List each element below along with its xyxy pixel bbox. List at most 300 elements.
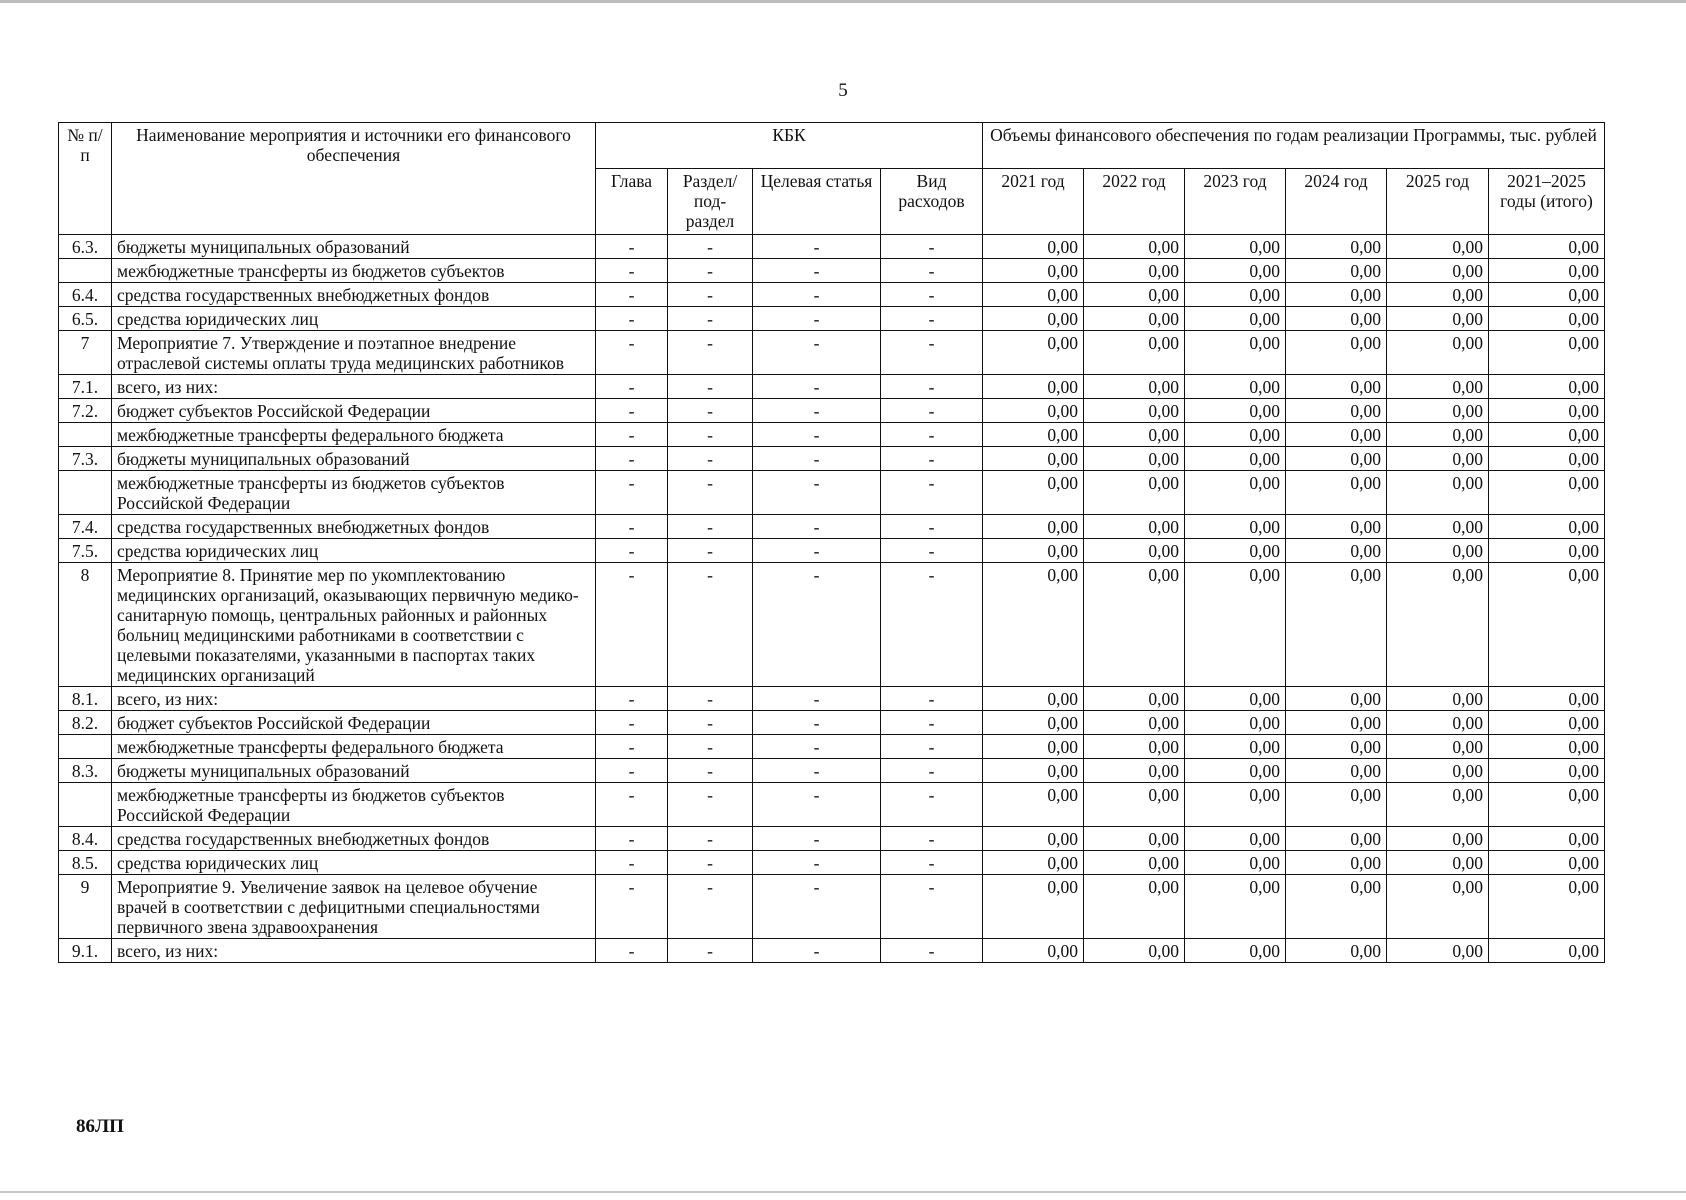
value-cell: 0,00 [1286, 375, 1387, 399]
row-number [59, 423, 112, 447]
kbk-cell: - [881, 423, 983, 447]
kbk-cell: - [881, 939, 983, 963]
row-number: 8.1. [59, 687, 112, 711]
kbk-cell: - [753, 515, 881, 539]
table-row [59, 259, 1605, 283]
value-cell: 0,00 [1084, 735, 1185, 759]
value-cell: 0,00 [983, 687, 1084, 711]
value-cell: 0,00 [1286, 711, 1387, 735]
value-cell: 0,00 [1286, 735, 1387, 759]
value-cell: 0,00 [983, 471, 1084, 515]
kbk-cell: - [596, 939, 668, 963]
table-row [59, 875, 1605, 939]
value-cell: 0,00 [1387, 307, 1489, 331]
kbk-cell: - [881, 375, 983, 399]
value-cell: 0,00 [1489, 939, 1605, 963]
value-cell: 0,00 [1185, 515, 1286, 539]
row-number [59, 735, 112, 759]
value-cell: 0,00 [983, 307, 1084, 331]
row-name: межбюджетные трансферты федерального бюджета [112, 423, 596, 447]
value-cell: 0,00 [1387, 423, 1489, 447]
table-row [59, 399, 1605, 423]
table-row [59, 235, 1605, 259]
value-cell: 0,00 [1286, 447, 1387, 471]
kbk-cell: - [668, 283, 753, 307]
kbk-cell: - [668, 687, 753, 711]
value-cell: 0,00 [1489, 875, 1605, 939]
header-kbk-statya: Целевая статья [753, 169, 881, 235]
value-cell: 0,00 [1185, 687, 1286, 711]
value-cell: 0,00 [1286, 471, 1387, 515]
kbk-cell: - [596, 235, 668, 259]
row-name: средства юридических лиц [112, 539, 596, 563]
value-cell: 0,00 [1084, 827, 1185, 851]
kbk-cell: - [753, 539, 881, 563]
row-name: бюджет субъектов Российской Федерации [112, 399, 596, 423]
kbk-cell: - [881, 711, 983, 735]
table-row [59, 331, 1605, 375]
row-number: 6.3. [59, 235, 112, 259]
row-number [59, 471, 112, 515]
row-name: межбюджетные трансферты из бюджетов субъектов Российской Федерации [112, 783, 596, 827]
kbk-cell: - [753, 759, 881, 783]
value-cell: 0,00 [1489, 515, 1605, 539]
kbk-cell: - [596, 735, 668, 759]
kbk-cell: - [668, 759, 753, 783]
kbk-cell: - [596, 307, 668, 331]
value-cell: 0,00 [1084, 259, 1185, 283]
kbk-cell: - [596, 471, 668, 515]
row-number: 9 [59, 875, 112, 939]
value-cell: 0,00 [1387, 471, 1489, 515]
kbk-cell: - [596, 423, 668, 447]
value-cell: 0,00 [1185, 563, 1286, 687]
value-cell: 0,00 [1286, 399, 1387, 423]
kbk-cell: - [881, 447, 983, 471]
kbk-cell: - [753, 259, 881, 283]
value-cell: 0,00 [1387, 759, 1489, 783]
financing-table [58, 122, 1605, 963]
table-row [59, 423, 1605, 447]
value-cell: 0,00 [1387, 735, 1489, 759]
value-cell: 0,00 [1185, 235, 1286, 259]
header-name: Наименование мероприятия и источники его финансового обеспечения [112, 123, 596, 235]
kbk-cell: - [596, 851, 668, 875]
value-cell: 0,00 [1489, 563, 1605, 687]
value-cell: 0,00 [1286, 539, 1387, 563]
row-number: 8.5. [59, 851, 112, 875]
row-number: 8.2. [59, 711, 112, 735]
value-cell: 0,00 [983, 851, 1084, 875]
value-cell: 0,00 [983, 539, 1084, 563]
value-cell: 0,00 [1185, 307, 1286, 331]
value-cell: 0,00 [1185, 759, 1286, 783]
kbk-cell: - [881, 563, 983, 687]
value-cell: 0,00 [983, 331, 1084, 375]
value-cell: 0,00 [983, 711, 1084, 735]
kbk-cell: - [881, 331, 983, 375]
kbk-cell: - [881, 851, 983, 875]
kbk-cell: - [668, 783, 753, 827]
kbk-cell: - [668, 735, 753, 759]
table-row [59, 759, 1605, 783]
kbk-cell: - [596, 539, 668, 563]
kbk-cell: - [668, 563, 753, 687]
header-year-2024: 2024 год [1286, 169, 1387, 235]
value-cell: 0,00 [1286, 235, 1387, 259]
row-number [59, 783, 112, 827]
value-cell: 0,00 [1489, 331, 1605, 375]
table-row [59, 783, 1605, 827]
row-number: 7.2. [59, 399, 112, 423]
value-cell: 0,00 [983, 875, 1084, 939]
row-number: 7 [59, 331, 112, 375]
kbk-cell: - [596, 283, 668, 307]
value-cell: 0,00 [1084, 283, 1185, 307]
value-cell: 0,00 [983, 423, 1084, 447]
row-name: межбюджетные трансферты из бюджетов субъектов [112, 259, 596, 283]
footer-code: 86ЛП [76, 1116, 124, 1137]
value-cell: 0,00 [983, 759, 1084, 783]
table-row [59, 283, 1605, 307]
kbk-cell: - [596, 875, 668, 939]
row-name: всего, из них: [112, 375, 596, 399]
value-cell: 0,00 [1084, 399, 1185, 423]
value-cell: 0,00 [1387, 259, 1489, 283]
value-cell: 0,00 [1286, 283, 1387, 307]
value-cell: 0,00 [1084, 539, 1185, 563]
value-cell: 0,00 [1489, 259, 1605, 283]
row-name: средства государственных внебюджетных фондов [112, 827, 596, 851]
kbk-cell: - [668, 399, 753, 423]
kbk-cell: - [753, 331, 881, 375]
kbk-cell: - [596, 827, 668, 851]
kbk-cell: - [753, 939, 881, 963]
value-cell: 0,00 [1387, 331, 1489, 375]
kbk-cell: - [881, 515, 983, 539]
value-cell: 0,00 [1185, 875, 1286, 939]
kbk-cell: - [881, 735, 983, 759]
value-cell: 0,00 [1489, 851, 1605, 875]
value-cell: 0,00 [1286, 827, 1387, 851]
value-cell: 0,00 [1286, 423, 1387, 447]
kbk-cell: - [596, 399, 668, 423]
kbk-cell: - [881, 259, 983, 283]
kbk-cell: - [881, 283, 983, 307]
kbk-cell: - [668, 851, 753, 875]
value-cell: 0,00 [1387, 447, 1489, 471]
value-cell: 0,00 [1084, 875, 1185, 939]
header-year-2022: 2022 год [1084, 169, 1185, 235]
row-number: 8.3. [59, 759, 112, 783]
kbk-cell: - [881, 399, 983, 423]
value-cell: 0,00 [983, 259, 1084, 283]
row-name: средства государственных внебюджетных фондов [112, 283, 596, 307]
row-number: 7.4. [59, 515, 112, 539]
value-cell: 0,00 [1489, 759, 1605, 783]
kbk-cell: - [881, 471, 983, 515]
value-cell: 0,00 [983, 235, 1084, 259]
value-cell: 0,00 [1387, 563, 1489, 687]
value-cell: 0,00 [1286, 875, 1387, 939]
kbk-cell: - [596, 331, 668, 375]
value-cell: 0,00 [1387, 939, 1489, 963]
value-cell: 0,00 [1084, 759, 1185, 783]
table-row [59, 827, 1605, 851]
header-kbk-glava: Глава [596, 169, 668, 235]
kbk-cell: - [668, 939, 753, 963]
table-row [59, 539, 1605, 563]
table-row [59, 447, 1605, 471]
row-number: 8 [59, 563, 112, 687]
kbk-cell: - [596, 447, 668, 471]
value-cell: 0,00 [1286, 331, 1387, 375]
kbk-cell: - [668, 539, 753, 563]
kbk-cell: - [881, 875, 983, 939]
value-cell: 0,00 [1489, 539, 1605, 563]
value-cell: 0,00 [1489, 235, 1605, 259]
table-row [59, 851, 1605, 875]
row-name: Мероприятие 8. Принятие мер по укомплектованию медицинских организаций, оказывающих первичную медико-санитарную помощь, центральных районных и районных больниц медицинскими работниками в соответствии с целевыми показателями, указанными в паспортах таких медицинских организаций [112, 563, 596, 687]
kbk-cell: - [668, 447, 753, 471]
header-volumes: Объемы финансового обеспечения по годам реализации Программы, тыс. рублей [983, 123, 1605, 169]
row-name: бюджеты муниципальных образований [112, 759, 596, 783]
row-name: межбюджетные трансферты из бюджетов субъектов Российской Федерации [112, 471, 596, 515]
value-cell: 0,00 [983, 939, 1084, 963]
value-cell: 0,00 [1084, 447, 1185, 471]
value-cell: 0,00 [1387, 539, 1489, 563]
kbk-cell: - [668, 235, 753, 259]
kbk-cell: - [753, 471, 881, 515]
table-row [59, 939, 1605, 963]
header-year-2025: 2025 год [1387, 169, 1489, 235]
header-year-total: 2021–2025 годы (итого) [1489, 169, 1605, 235]
row-number: 6.5. [59, 307, 112, 331]
kbk-cell: - [881, 307, 983, 331]
value-cell: 0,00 [1084, 563, 1185, 687]
kbk-cell: - [753, 307, 881, 331]
kbk-cell: - [881, 827, 983, 851]
value-cell: 0,00 [1489, 423, 1605, 447]
kbk-cell: - [881, 783, 983, 827]
kbk-cell: - [753, 423, 881, 447]
kbk-cell: - [668, 307, 753, 331]
value-cell: 0,00 [1185, 259, 1286, 283]
value-cell: 0,00 [1387, 515, 1489, 539]
value-cell: 0,00 [1084, 687, 1185, 711]
value-cell: 0,00 [1286, 851, 1387, 875]
kbk-cell: - [596, 759, 668, 783]
value-cell: 0,00 [1084, 939, 1185, 963]
header-kbk: КБК [596, 123, 983, 169]
kbk-cell: - [881, 759, 983, 783]
row-number [59, 259, 112, 283]
kbk-cell: - [753, 447, 881, 471]
row-number: 7.5. [59, 539, 112, 563]
kbk-cell: - [753, 711, 881, 735]
row-number: 7.1. [59, 375, 112, 399]
value-cell: 0,00 [1185, 331, 1286, 375]
kbk-cell: - [668, 375, 753, 399]
value-cell: 0,00 [1084, 515, 1185, 539]
value-cell: 0,00 [1286, 563, 1387, 687]
table-header [59, 123, 1605, 235]
kbk-cell: - [596, 783, 668, 827]
kbk-cell: - [668, 331, 753, 375]
value-cell: 0,00 [1185, 471, 1286, 515]
value-cell: 0,00 [1084, 471, 1185, 515]
value-cell: 0,00 [1185, 283, 1286, 307]
scan-edge-top [0, 0, 1686, 3]
value-cell: 0,00 [983, 283, 1084, 307]
row-name: средства юридических лиц [112, 307, 596, 331]
value-cell: 0,00 [1286, 515, 1387, 539]
value-cell: 0,00 [1084, 783, 1185, 827]
header-year-2021: 2021 год [983, 169, 1084, 235]
table-row [59, 307, 1605, 331]
kbk-cell: - [881, 235, 983, 259]
table-row [59, 563, 1605, 687]
value-cell: 0,00 [1387, 235, 1489, 259]
table-row [59, 735, 1605, 759]
kbk-cell: - [753, 375, 881, 399]
value-cell: 0,00 [1489, 283, 1605, 307]
value-cell: 0,00 [1185, 735, 1286, 759]
value-cell: 0,00 [1185, 851, 1286, 875]
kbk-cell: - [596, 563, 668, 687]
kbk-cell: - [668, 827, 753, 851]
kbk-cell: - [668, 711, 753, 735]
value-cell: 0,00 [1084, 235, 1185, 259]
row-name: бюджеты муниципальных образований [112, 447, 596, 471]
kbk-cell: - [753, 399, 881, 423]
row-number: 8.4. [59, 827, 112, 851]
row-name: межбюджетные трансферты федерального бюджета [112, 735, 596, 759]
table-row [59, 711, 1605, 735]
kbk-cell: - [668, 423, 753, 447]
table-row [59, 687, 1605, 711]
value-cell: 0,00 [1489, 783, 1605, 827]
value-cell: 0,00 [1185, 939, 1286, 963]
kbk-cell: - [596, 711, 668, 735]
value-cell: 0,00 [1489, 307, 1605, 331]
value-cell: 0,00 [983, 783, 1084, 827]
row-name: всего, из них: [112, 939, 596, 963]
value-cell: 0,00 [1387, 375, 1489, 399]
page-number: 5 [838, 80, 848, 101]
value-cell: 0,00 [1387, 399, 1489, 423]
value-cell: 0,00 [1084, 423, 1185, 447]
value-cell: 0,00 [1387, 283, 1489, 307]
value-cell: 0,00 [1387, 851, 1489, 875]
value-cell: 0,00 [1489, 687, 1605, 711]
value-cell: 0,00 [1387, 783, 1489, 827]
value-cell: 0,00 [1084, 851, 1185, 875]
row-number: 6.4. [59, 283, 112, 307]
header-year-2023: 2023 год [1185, 169, 1286, 235]
kbk-cell: - [753, 687, 881, 711]
value-cell: 0,00 [1286, 759, 1387, 783]
kbk-cell: - [753, 235, 881, 259]
row-name: средства государственных внебюджетных фондов [112, 515, 596, 539]
row-name: Мероприятие 9. Увеличение заявок на целевое обучение врачей в соответствии с дефицитными специальностями первичного звена здравоохранения [112, 875, 596, 939]
value-cell: 0,00 [983, 515, 1084, 539]
value-cell: 0,00 [1185, 711, 1286, 735]
value-cell: 0,00 [1489, 447, 1605, 471]
row-name: бюджет субъектов Российской Федерации [112, 711, 596, 735]
row-number: 9.1. [59, 939, 112, 963]
kbk-cell: - [668, 875, 753, 939]
kbk-cell: - [668, 471, 753, 515]
kbk-cell: - [753, 735, 881, 759]
kbk-cell: - [596, 375, 668, 399]
table-row [59, 471, 1605, 515]
value-cell: 0,00 [1286, 783, 1387, 827]
value-cell: 0,00 [1489, 735, 1605, 759]
value-cell: 0,00 [1387, 827, 1489, 851]
kbk-cell: - [881, 539, 983, 563]
value-cell: 0,00 [1489, 471, 1605, 515]
value-cell: 0,00 [1185, 375, 1286, 399]
value-cell: 0,00 [1489, 827, 1605, 851]
value-cell: 0,00 [1489, 375, 1605, 399]
table-body [59, 235, 1605, 963]
scan-edge-bottom [0, 1191, 1686, 1193]
value-cell: 0,00 [1387, 687, 1489, 711]
kbk-cell: - [753, 875, 881, 939]
value-cell: 0,00 [983, 399, 1084, 423]
kbk-cell: - [596, 687, 668, 711]
value-cell: 0,00 [1084, 375, 1185, 399]
value-cell: 0,00 [1185, 539, 1286, 563]
value-cell: 0,00 [1489, 399, 1605, 423]
kbk-cell: - [753, 827, 881, 851]
value-cell: 0,00 [1286, 307, 1387, 331]
kbk-cell: - [596, 515, 668, 539]
row-name: Мероприятие 7. Утверждение и поэтапное внедрение отраслевой системы оплаты труда медицинских работников [112, 331, 596, 375]
value-cell: 0,00 [983, 563, 1084, 687]
value-cell: 0,00 [983, 827, 1084, 851]
row-number: 7.3. [59, 447, 112, 471]
header-kbk-vid: Вид расходов [881, 169, 983, 235]
value-cell: 0,00 [1387, 875, 1489, 939]
kbk-cell: - [668, 515, 753, 539]
value-cell: 0,00 [983, 447, 1084, 471]
row-name: бюджеты муниципальных образований [112, 235, 596, 259]
kbk-cell: - [753, 283, 881, 307]
value-cell: 0,00 [1387, 711, 1489, 735]
row-name: всего, из них: [112, 687, 596, 711]
value-cell: 0,00 [1084, 711, 1185, 735]
kbk-cell: - [881, 687, 983, 711]
table-row [59, 515, 1605, 539]
value-cell: 0,00 [1185, 827, 1286, 851]
row-name: средства юридических лиц [112, 851, 596, 875]
kbk-cell: - [753, 851, 881, 875]
value-cell: 0,00 [1286, 939, 1387, 963]
kbk-cell: - [668, 259, 753, 283]
value-cell: 0,00 [1185, 447, 1286, 471]
value-cell: 0,00 [1084, 331, 1185, 375]
value-cell: 0,00 [1489, 711, 1605, 735]
value-cell: 0,00 [1286, 259, 1387, 283]
value-cell: 0,00 [1185, 399, 1286, 423]
kbk-cell: - [753, 783, 881, 827]
kbk-cell: - [753, 563, 881, 687]
value-cell: 0,00 [983, 375, 1084, 399]
kbk-cell: - [596, 259, 668, 283]
value-cell: 0,00 [1185, 423, 1286, 447]
